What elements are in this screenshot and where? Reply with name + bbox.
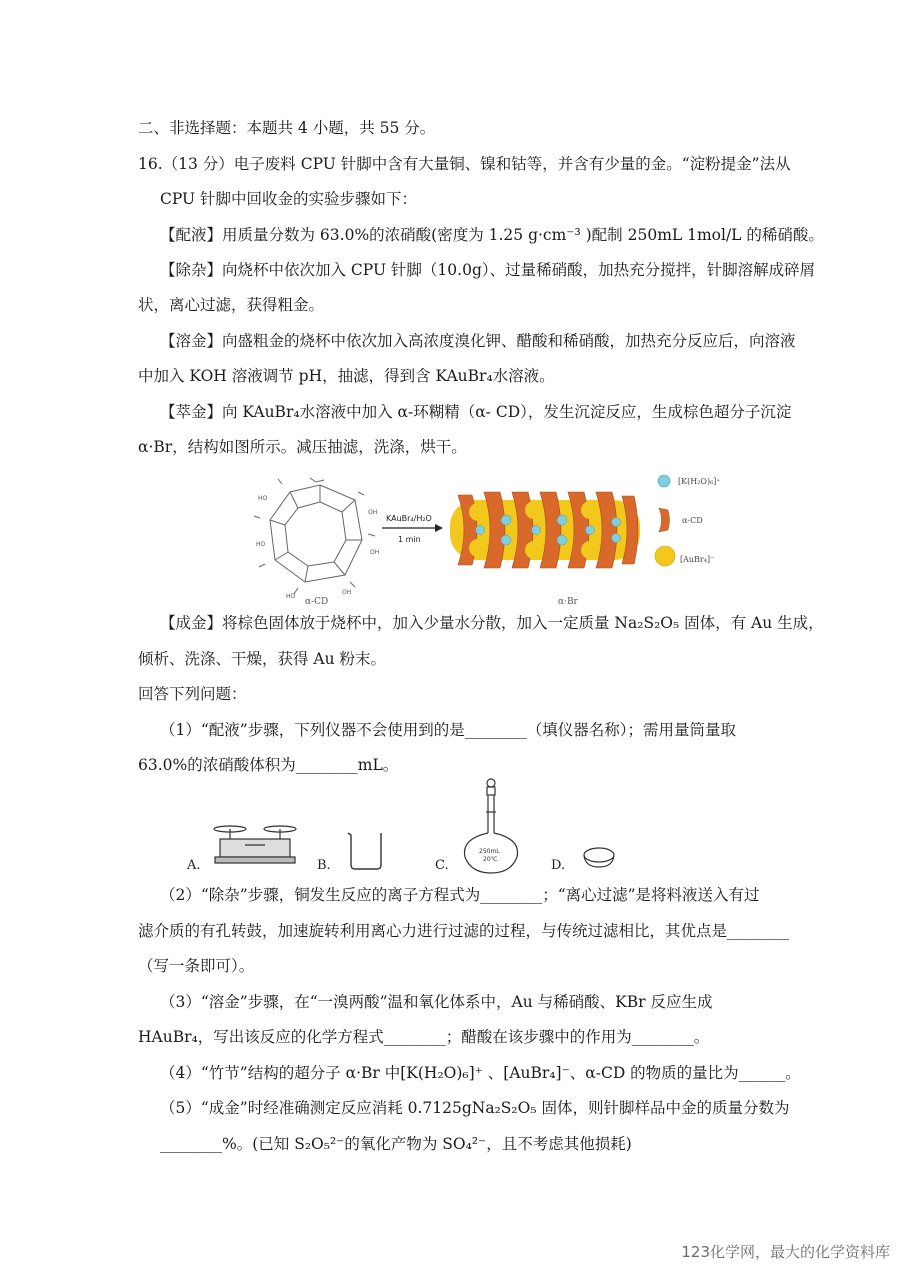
legend-k-water-label: [K(H₂O)₆]⁺ (678, 477, 721, 486)
legend-aubr4-label: [AuBr₄]⁻ (680, 555, 715, 564)
question-1: （1）“配液”步骤，下列仪器不会使用到的是________（填仪器名称）；需用量筒量取 (160, 721, 736, 739)
step-peiye: 【配液】用质量分数为 63.0%的浓硝酸(密度为 1.25 g·cm⁻³ )配制 250mL 1mol/L 的稀硝酸。 (160, 226, 824, 244)
balance-icon (214, 826, 296, 863)
svg-text:HO: HO (286, 593, 296, 600)
beaker-icon (348, 833, 381, 869)
legend-k-water-icon (658, 475, 670, 487)
svg-text:HO: HO (258, 495, 268, 502)
arrow-label-bottom: 1 min (398, 535, 421, 544)
question-3: （3）“溶金”步骤，在“一溴两酸”温和氧化体系中，Au 与稀硝酸、KBr 反应生成 (160, 993, 713, 1011)
alpha-cd-caption: α-CD (305, 597, 329, 607)
question-2-cont2: （写一条即可）。 (138, 957, 255, 975)
question-2: （2）“除杂”步骤，铜发生反应的离子方程式为________；“离心过滤”是将料液送入有过 (160, 886, 760, 904)
evaporating-dish-icon (584, 848, 614, 867)
question-16-intro: 16.（13 分）电子废料 CPU 针脚中含有大量铜、镍和钴等，并含有少量的金。“淀粉提金”法从 (138, 155, 791, 173)
question-2-cont: 滤介质的有孔转鼓，加速旋转利用离心力进行过滤的过程，与传统过滤相比，其优点是________ (138, 922, 790, 940)
step-cuijin: 【萃金】向 KAuBr₄水溶液中加入 α-环糊精（α- CD），发生沉淀反应，生成棕色超分子沉淀 (160, 403, 792, 421)
step-chuza-cont: 状，离心过滤，获得粗金。 (138, 296, 325, 314)
figure-legend (655, 475, 721, 566)
flask-volume-label: 250mL (479, 848, 500, 855)
alpha-cd-structure (254, 478, 378, 594)
svg-text:OH: OH (342, 589, 352, 596)
flask-temp-label: 20℃ (483, 856, 498, 863)
svg-text:OH: OH (370, 549, 380, 556)
answer-prompt: 回答下列问题： (138, 685, 247, 703)
question-4: （4）“竹节”结构的超分子 α·Br 中[K(H₂O)₆]⁺ 、[AuBr₄]⁻、α-CD 的物质的量比为______。 (160, 1064, 801, 1082)
step-chengjin-cont: 倾析、洗涤、干燥，获得 Au 粉末。 (138, 650, 387, 668)
svg-text:HO: HO (256, 541, 266, 548)
apparatus-figure (185, 777, 615, 877)
option-a-label: A. (187, 858, 201, 873)
reaction-arrowhead (435, 524, 443, 532)
supramolecule-figure (250, 470, 735, 610)
question-16-intro-cont: CPU 针脚中回收金的实验步骤如下： (160, 190, 418, 208)
alpha-br-caption: α·Br (558, 597, 578, 607)
option-d-label: D. (551, 858, 566, 873)
question-3-cont: HAuBr₄，写出该反应的化学方程式________；醋酸在该步骤中的作用为________。 (138, 1028, 710, 1046)
step-chengjin: 【成金】将棕色固体放于烧杯中，加入少量水分散，加入一定质量 Na₂S₂O₅ 固体，有 Au 生成， (160, 614, 824, 632)
step-rongjin-cont: 中加入 KOH 溶液调节 pH，抽滤，得到含 KAuBr₄水溶液。 (138, 367, 555, 385)
alpha-br-column (450, 492, 640, 568)
step-rongjin: 【溶金】向盛粗金的烧杯中依次加入高浓度溴化钾、醋酸和稀硝酸，加热充分反应后，向溶液 (160, 332, 796, 350)
step-cuijin-cont: α·Br，结构如图所示。减压抽滤，洗涤，烘干。 (138, 438, 467, 456)
step-chuza: 【除杂】向烧杯中依次加入 CPU 针脚（10.0g）、过量稀硝酸，加热充分搅拌，针脚溶解成碎屑 (160, 261, 816, 279)
option-b-label: B. (317, 858, 331, 873)
question-1-cont: 63.0%的浓硝酸体积为________mL。 (138, 756, 399, 774)
legend-aubr4-icon (655, 546, 675, 566)
legend-alpha-cd-label: α-CD (682, 516, 703, 525)
arrow-label-top: KAuBr₄/H₂O (386, 514, 432, 523)
site-footer: 123化学网，最大的化学资料库 (681, 1243, 890, 1261)
legend-alpha-cd-icon (659, 508, 670, 532)
question-5-cont: ________%。(已知 S₂O₅²⁻的氧化产物为 SO₄²⁻，且不考虑其他损耗) (160, 1135, 632, 1153)
question-5: （5）“成金”时经准确测定反应消耗 0.7125gNa₂S₂O₅ 固体，则针脚样品中金的质量分数为 (160, 1099, 790, 1117)
option-c-label: C. (435, 858, 449, 873)
svg-text:OH: OH (368, 509, 378, 516)
section-title: 二、非选择题：本题共 4 小题，共 55 分。 (138, 119, 436, 137)
